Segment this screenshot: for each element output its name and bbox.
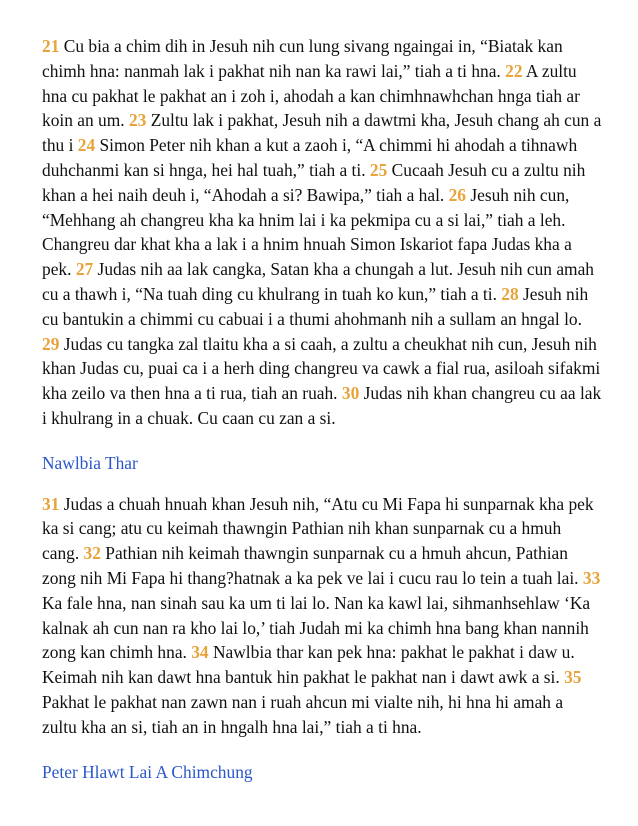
section-heading-peter-hlawt: Peter Hlawt Lai A Chimchung	[42, 761, 253, 782]
verse-text: Jesuh nih cu bantukin a chimmi cu cabuai i a thumi ahohmanh nih a sullam an hngal lo.	[42, 283, 589, 329]
verse-text: Jesuh nih cun, “Mehhang ah changreu kha ka hnim lai i ka pekmipa cu a si lai,” tiah a leh. Changreu dar khat kha a lak i a hnim hnuah Simon Iskariot fapa Judas kha a pek.	[42, 184, 572, 280]
verse-number: 30	[341, 383, 360, 404]
verse-number: 22	[505, 60, 523, 81]
paragraph-verses-31-35	[42, 492, 602, 740]
verse-text: Judas nih khan changreu cu aa lak i khulrang in a chuak. Cu caan cu zan a si.	[42, 383, 602, 428]
verse-text: Pakhat le pakhat nan zawn nan i ruah ahcun mi vialte nih, hi hna hi amah a zultu kha an si, tiah an in hngalh hna lai,” tiah a ti hna.	[42, 691, 564, 737]
verse-number: 25	[369, 159, 388, 180]
verse-text: A zultu hna cu pakhat le pakhat an i zoh i, ahodah a kan chimhnawhchan hnga tiah ar koin an um.	[42, 60, 580, 131]
verse-text: Cucaah Jesuh cu a zultu nih khan a hei naih deuh i, “Ahodah a si? Bawipa,” tiah a hal.	[42, 159, 586, 205]
verse-text: Pathian nih keimah thawngin sunparnak cu a hmuh ahcun, Pathian zong nih Mi Fapa hi thang?hatnak a ka pek ve lai i cucu rau lo tein a tuah lai.	[42, 543, 583, 588]
verse-number: 23	[128, 110, 147, 131]
verse-number: 27	[75, 259, 94, 280]
document-page	[42, 34, 602, 784]
verse-number: 33	[582, 567, 601, 588]
verse-text: Judas nih aa lak cangka, Satan kha a chungah a lut. Jesuh nih cun amah cu a thawh i, “Na tuah ding cu khulrang in tuah ko kun,” tiah a ti.	[42, 259, 594, 304]
section-heading-nawlbia-thar: Nawlbia Thar	[42, 452, 138, 473]
verse-number: 24	[77, 135, 96, 156]
verse-number: 32	[83, 543, 101, 564]
verse-text: Nawlbia thar kan pek hna: pakhat le pakhat i daw u. Keimah nih kan dawt hna bantuk hin pakhat le pakhat nan i dawt awk a si.	[42, 642, 575, 688]
verse-text: Zultu lak i pakhat, Jesuh nih a dawtmi kha, Jesuh chang ah cun a thu i	[42, 110, 602, 156]
verse-number: 26	[448, 184, 466, 205]
verse-text: Judas a chuah hnuah khan Jesuh nih, “Atu cu Mi Fapa hi sunparnak kha pek ka si cang; atu cu keimah thawngin Pathian nih khan sunparnak cu a hmuh cang.	[42, 493, 594, 564]
verse-text: Judas cu tangka zal tlaitu kha a si caah, a zultu a cheukhat nih cun, Jesuh nih khan Judas cu, puai ca i a herh ding changreu va cawk a fial rua, asiloah sifakmi kha zeilo va then hna a ti rua, tiah an ruah.	[42, 333, 601, 404]
verse-number: 29	[42, 333, 60, 354]
verse-text: Simon Peter nih khan a kut a zaoh i, “A chimmi hi ahodah a tihnawh duhchanmi kan si hnga, hei hal tuah,” tiah a ti.	[42, 135, 578, 180]
spacer	[42, 476, 602, 492]
verse-text: Ka fale hna, nan sinah sau ka um ti lai lo. Nan ka kawl lai, sihmanhsehlaw ‘Ka kalnak ah cun nan ra kho lai lo,’ tiah Judah mi ka chimh hna bang khan nannih zong kan chimh hna.	[42, 592, 591, 663]
verse-number: 28	[501, 283, 519, 304]
verse-number: 31	[42, 493, 60, 514]
paragraph-verses-21-30	[42, 34, 602, 431]
verse-number: 35	[564, 667, 582, 688]
spacer	[42, 740, 602, 760]
verse-text: Cu bia a chim dih in Jesuh nih cun lung sivang ngaingai in, “Biatak kan chimh hna: nanmah lak i pakhat nih nan ka rawi lai,” tiah a ti hna.	[42, 36, 563, 81]
verse-number: 21	[42, 36, 60, 56]
spacer	[42, 431, 602, 451]
verse-number: 34	[191, 642, 209, 663]
